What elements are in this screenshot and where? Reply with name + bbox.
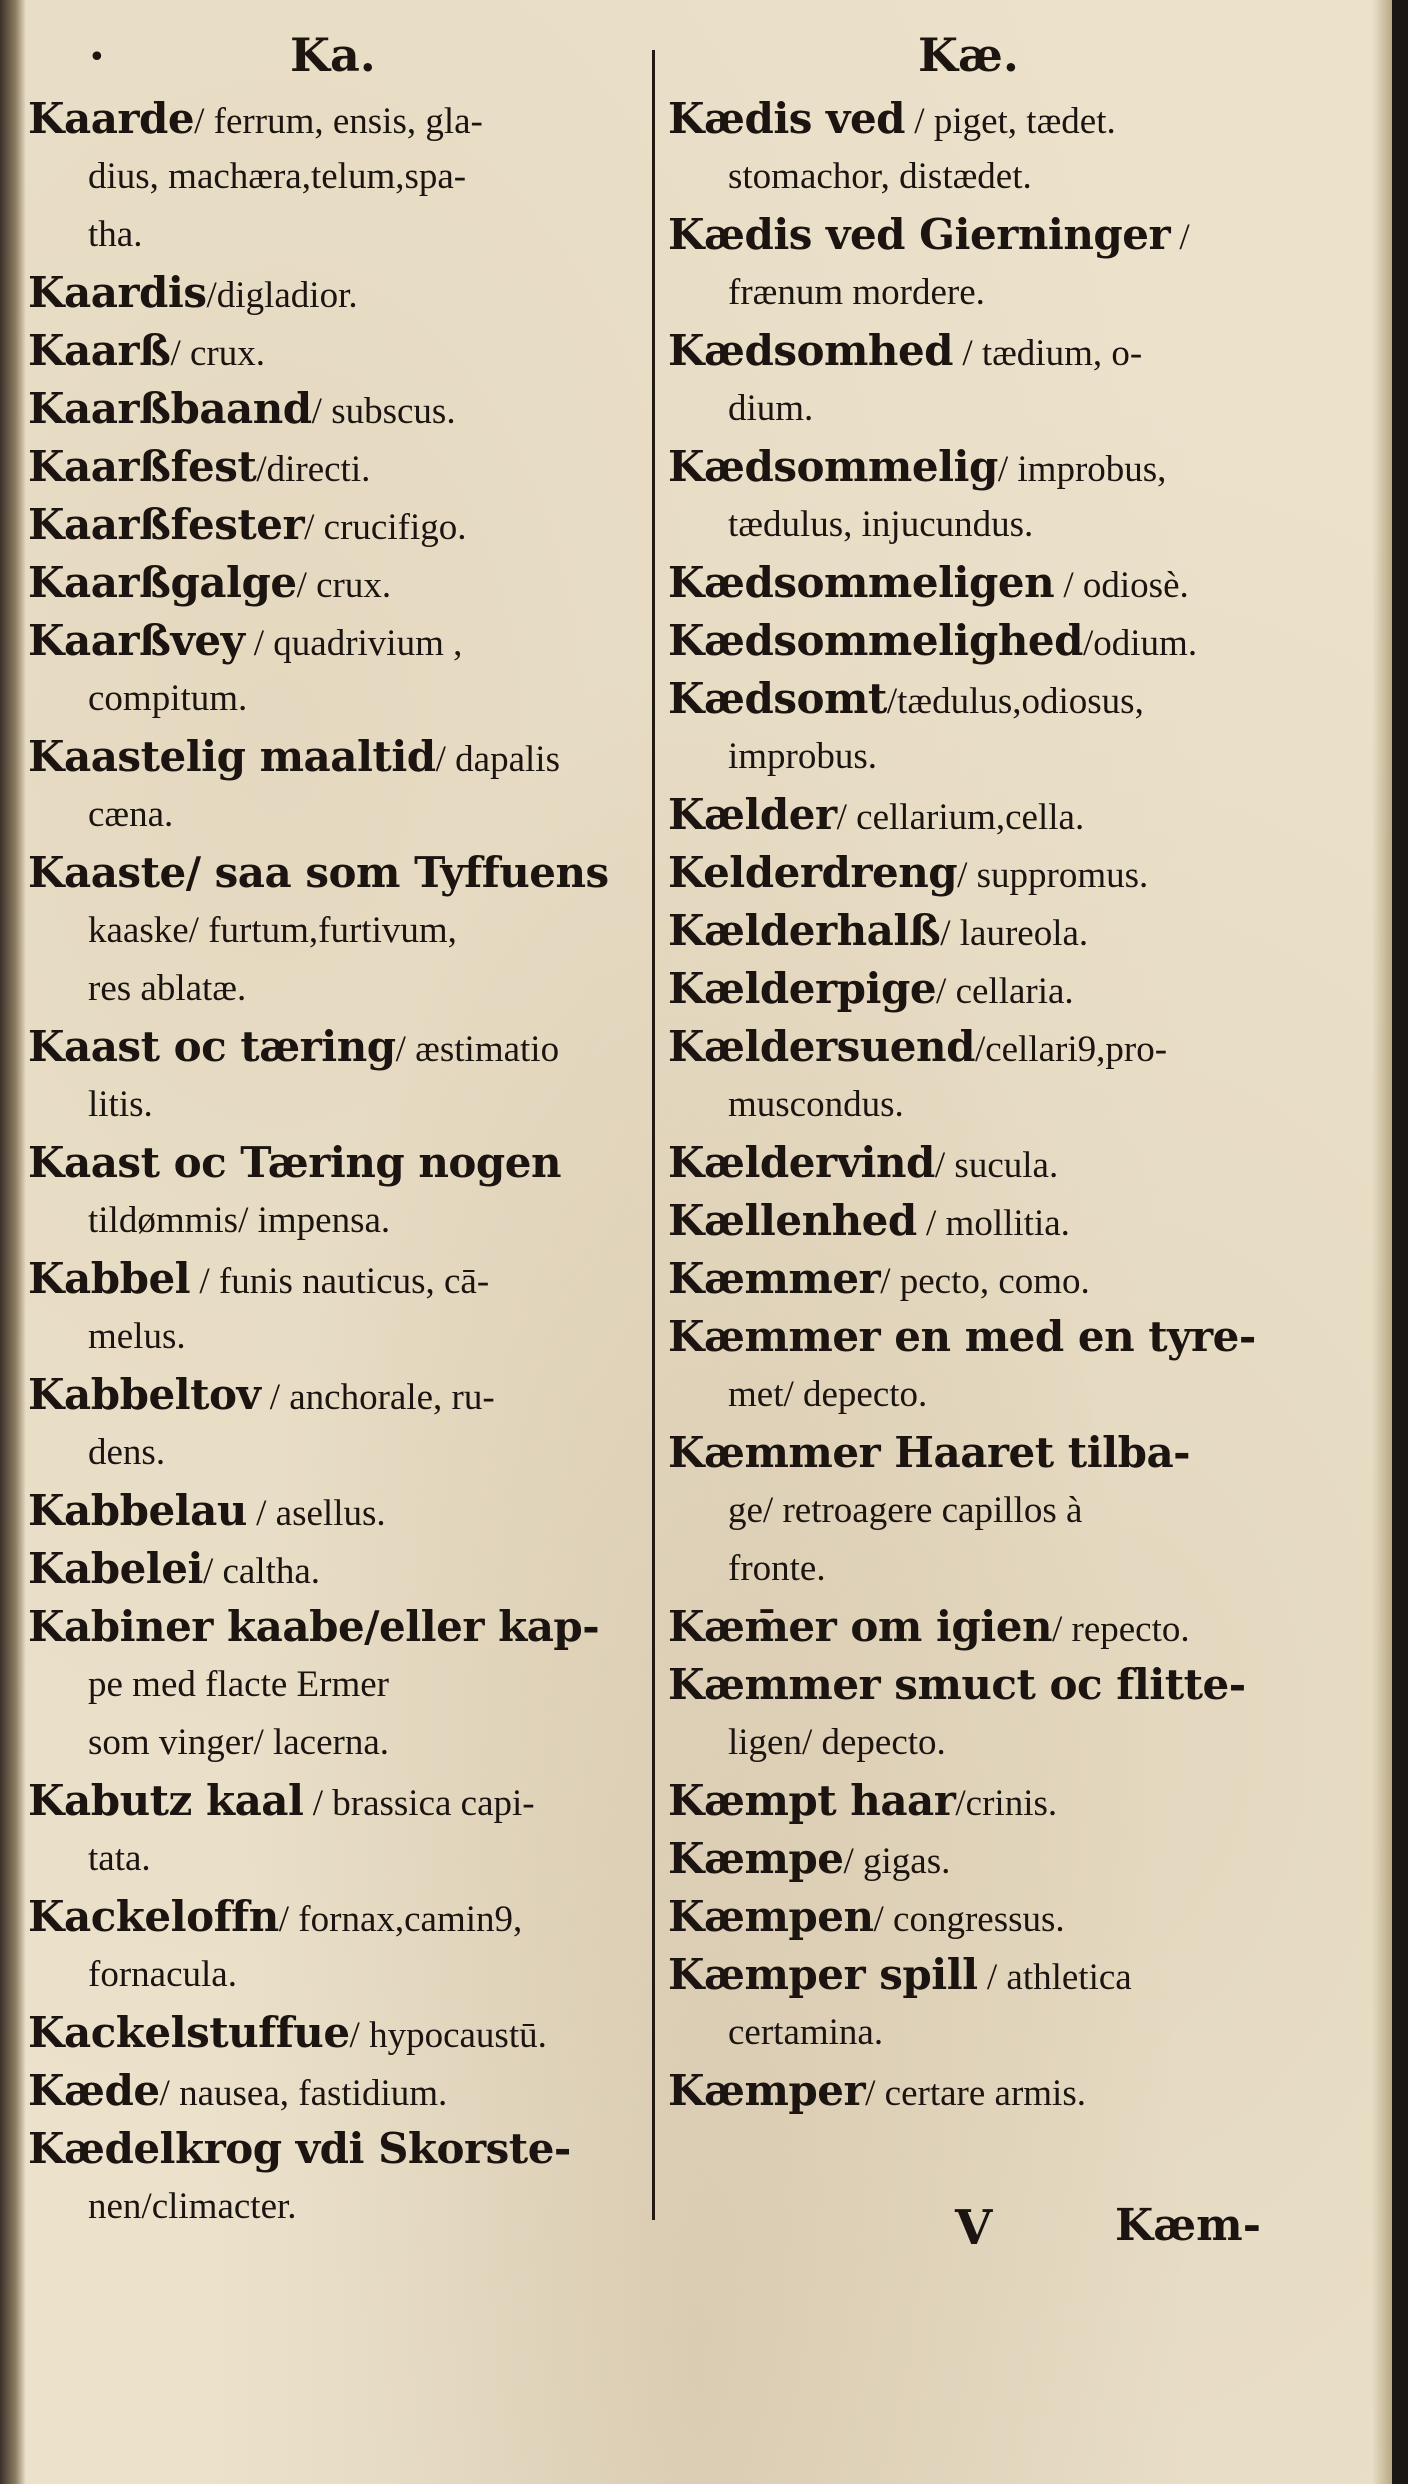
headword: Kaastelig maaltid (28, 732, 436, 781)
entry-line (28, 2120, 638, 2178)
entry-line (28, 1598, 638, 1656)
entry-line (28, 2062, 638, 2120)
entry-line (668, 1888, 1283, 1946)
signature-mark: V (955, 2200, 993, 2256)
entry-line (28, 438, 638, 496)
dictionary-entry (28, 322, 638, 380)
latin-gloss: / nausea, fastidium. (159, 2073, 448, 2114)
headword: Kaardis (28, 268, 207, 317)
entry-continuation: dius, machæra,telum,spa- (88, 156, 467, 197)
dictionary-entry (28, 90, 638, 264)
entry-continuation: certamina. (728, 2012, 884, 2053)
entry-line (28, 844, 638, 902)
latin-gloss: / certare armis. (865, 2073, 1086, 2114)
latin-gloss: / suppromus. (957, 855, 1149, 896)
entry-line (668, 1424, 1283, 1482)
latin-gloss: / improbus, (997, 449, 1167, 490)
latin-gloss: / cellaria. (936, 971, 1074, 1012)
entry-line (668, 1598, 1283, 1656)
column-rule (652, 50, 655, 2220)
latin-gloss: / athletica (977, 1957, 1132, 1998)
latin-gloss: /tædulus,odiosus, (886, 681, 1144, 722)
entry-continuation: frænum mordere. (728, 272, 985, 313)
entry-continuation: tata. (88, 1838, 151, 1879)
latin-gloss: / æstimatio (395, 1029, 560, 1070)
entry-line (668, 960, 1283, 1018)
dictionary-entry (668, 1830, 1283, 1888)
dictionary-entry (28, 612, 638, 728)
dictionary-entry (28, 1134, 638, 1250)
dictionary-entry (668, 1772, 1283, 1830)
headword: Kæmmer smuct oc flitte- (668, 1660, 1246, 1709)
entry-line (668, 1192, 1283, 1250)
entry-line (28, 90, 638, 148)
dictionary-entry (668, 90, 1283, 206)
headword: Kaaste/ saa som Tyffuens (28, 848, 609, 897)
entry-line (28, 554, 638, 612)
entry-continuation: litis. (88, 1084, 153, 1125)
entry-continuation: melus. (88, 1316, 186, 1357)
entry-continuation: dens. (88, 1432, 166, 1473)
headword: Kædelkrog vdi Skorste- (28, 2124, 571, 2173)
latin-gloss: / anchorale, ru- (260, 1377, 495, 1418)
dictionary-entry (668, 1888, 1283, 1946)
entry-line (668, 844, 1283, 902)
dictionary-entry (28, 1772, 638, 1888)
entry-continuation: stomachor, distædet. (728, 156, 1032, 197)
entry-line (28, 1540, 638, 1598)
headword: Kælderpige (668, 964, 937, 1013)
latin-gloss: / repecto. (1051, 1609, 1190, 1650)
dictionary-entry (668, 1018, 1283, 1134)
entry-line (28, 1772, 638, 1830)
entry-line (668, 786, 1283, 844)
entry-line (668, 438, 1283, 496)
entry-line (668, 1946, 1283, 2004)
headword: Kaarde (28, 94, 195, 143)
dictionary-entry (668, 438, 1283, 554)
headword: Kæmmer Haaret tilba- (668, 1428, 1191, 1477)
entry-line (28, 322, 638, 380)
entry-line (668, 206, 1283, 264)
entry-continuation: tædulus, injucundus. (728, 504, 1034, 545)
latin-gloss: / gigas. (843, 1841, 951, 1882)
headword: Kæmmer (668, 1254, 881, 1303)
headword: Kaast oc Tæring nogen (28, 1138, 562, 1187)
latin-gloss: / odiosè. (1054, 565, 1189, 606)
headword: Kæmpen (668, 1892, 874, 1941)
latin-gloss: / pecto, como. (880, 1261, 1090, 1302)
entry-line (668, 1250, 1283, 1308)
headword: Kædsommelig (668, 442, 998, 491)
dictionary-entry (668, 322, 1283, 438)
entry-continuation: nen/climacter. (88, 2186, 297, 2227)
entry-continuation: fornacula. (88, 1954, 237, 1995)
entry-continuation: improbus. (728, 736, 878, 777)
entry-line (668, 1134, 1283, 1192)
entry-continuation: tildømmis/ impensa. (88, 1200, 391, 1241)
dictionary-entry (28, 380, 638, 438)
headword: Kædsommeligen (668, 558, 1055, 607)
dictionary-entry (668, 612, 1283, 670)
dictionary-entry (668, 1424, 1283, 1598)
dictionary-entry (28, 2120, 638, 2236)
headword: Kabbel (28, 1254, 191, 1303)
entry-continuation: cæna. (88, 794, 174, 835)
entry-line (28, 1134, 638, 1192)
headword: Kædsomhed (668, 326, 954, 375)
headword: Kackelstuffue (28, 2008, 350, 2057)
headword: Kællenhed (668, 1196, 917, 1245)
dictionary-entry (28, 728, 638, 844)
entry-line (28, 380, 638, 438)
headword: Kædis ved Gierninger (668, 210, 1171, 259)
entry-line (28, 1250, 638, 1308)
latin-gloss: / quadrivium , (244, 623, 463, 664)
latin-gloss: /cellari9,pro- (974, 1029, 1168, 1070)
headword: Kædsommelighed (668, 616, 1083, 665)
latin-gloss: / caltha. (202, 1551, 321, 1592)
headword: Kaarßfester (28, 500, 305, 549)
entry-line (28, 1366, 638, 1424)
latin-gloss: / brassica capi- (303, 1783, 535, 1824)
dictionary-entry (668, 902, 1283, 960)
dictionary-entry (28, 496, 638, 554)
entry-line (668, 902, 1283, 960)
entry-line (668, 322, 1283, 380)
latin-gloss: / crux. (296, 565, 392, 606)
entry-line (668, 1772, 1283, 1830)
entry-line (28, 728, 638, 786)
headword: Kabbelau (28, 1486, 247, 1535)
latin-gloss: /directi. (256, 449, 371, 490)
dictionary-entry (28, 2004, 638, 2062)
entry-continuation: fronte. (728, 1548, 826, 1589)
latin-gloss: / cellarium,cella. (836, 797, 1085, 838)
entry-continuation: tha. (88, 214, 143, 255)
headword: Kabutz kaal (28, 1776, 304, 1825)
running-head-mark: • (88, 40, 106, 75)
entry-line (28, 496, 638, 554)
dictionary-entry (668, 206, 1283, 322)
headword: Kælderhalß (668, 906, 941, 955)
entry-line (668, 90, 1283, 148)
dictionary-entry (28, 2062, 638, 2120)
latin-gloss: / crucifigo. (304, 507, 467, 548)
latin-gloss: / sucula. (934, 1145, 1059, 1186)
headword: Kæmper (668, 2066, 866, 2115)
latin-gloss: / ferrum, ensis, gla- (194, 101, 483, 142)
entry-continuation: som vinger/ lacerna. (88, 1722, 390, 1763)
headword: Kæmpe (668, 1834, 844, 1883)
latin-gloss: / tædium, o- (953, 333, 1143, 374)
dictionary-entry (28, 844, 638, 1018)
latin-gloss: / funis nauticus, cā- (190, 1261, 490, 1302)
running-head-right: Kæ. (918, 28, 1019, 82)
latin-gloss: / piget, tædet. (905, 101, 1116, 142)
entry-line (668, 1018, 1283, 1076)
headword: Kædis ved (668, 94, 906, 143)
dictionary-entry (668, 1250, 1283, 1308)
headword: Kæmmer en med en tyre- (668, 1312, 1256, 1361)
entry-line (668, 1656, 1283, 1714)
entry-line (668, 670, 1283, 728)
entry-continuation: compitum. (88, 678, 248, 719)
right-column (668, 0, 1283, 2300)
headword: Kældersuend (668, 1022, 975, 1071)
latin-gloss: / laureola. (940, 913, 1089, 954)
latin-gloss: / asellus. (246, 1493, 386, 1534)
entry-continuation: pe med flacte Ermer (88, 1664, 389, 1705)
entry-continuation: muscondus. (728, 1084, 904, 1125)
headword: Kædsomt (668, 674, 887, 723)
dictionary-entry (668, 844, 1283, 902)
dictionary-entry (668, 2062, 1283, 2120)
headword: Kaarßgalge (28, 558, 297, 607)
headword: Kelderdreng (668, 848, 958, 897)
entry-continuation: ge/ retroagere capillos à (728, 1490, 1083, 1531)
headword: Kaarß (28, 326, 171, 375)
dictionary-entry (28, 1482, 638, 1540)
dictionary-entry (668, 670, 1283, 786)
dictionary-entry (668, 1946, 1283, 2062)
headword: Kaarßfest (28, 442, 257, 491)
dictionary-entry (28, 438, 638, 496)
dictionary-entry (668, 554, 1283, 612)
entry-line (668, 554, 1283, 612)
dictionary-entry (28, 1598, 638, 1772)
dictionary-entry (28, 1540, 638, 1598)
headword: Kælder (668, 790, 837, 839)
headword: Kældervind (668, 1138, 935, 1187)
dictionary-entry (668, 1192, 1283, 1250)
headword: Kaast oc tæring (28, 1022, 396, 1071)
headword: Kabiner kaabe/eller kap- (28, 1602, 600, 1651)
entry-continuation: met/ depecto. (728, 1374, 928, 1415)
headword: Kabelei (28, 1544, 203, 1593)
dictionary-entry (28, 264, 638, 322)
dictionary-entry (668, 960, 1283, 1018)
dictionary-entry (668, 786, 1283, 844)
entry-line (28, 1888, 638, 1946)
headword: Kæm̄er om igien (668, 1602, 1052, 1651)
latin-gloss: / hypocaustū. (349, 2015, 547, 2056)
dictionary-entry (668, 1134, 1283, 1192)
headword: Kabbeltov (28, 1370, 261, 1419)
dictionary-entry (28, 1250, 638, 1366)
dictionary-entry (28, 1018, 638, 1134)
latin-gloss: / subscus. (311, 391, 456, 432)
page-gutter-shadow (0, 0, 26, 2484)
entry-continuation: kaaske/ furtum,furtivum, (88, 910, 457, 951)
entry-line (668, 1830, 1283, 1888)
left-column (28, 0, 638, 2300)
latin-gloss: / congressus. (873, 1899, 1065, 1940)
entry-line (668, 612, 1283, 670)
latin-gloss: /odium. (1083, 623, 1198, 664)
dictionary-entry (668, 1656, 1283, 1772)
entry-continuation: res ablatæ. (88, 968, 247, 1009)
dictionary-entry (28, 1888, 638, 2004)
dictionary-entry (668, 1308, 1283, 1424)
dictionary-entry (28, 554, 638, 612)
latin-gloss: /crinis. (955, 1783, 1058, 1824)
page-edge (1372, 0, 1392, 2484)
running-head-left: Ka. (290, 28, 376, 82)
headword: Kackeloffn (28, 1892, 279, 1941)
entry-continuation: ligen/ depecto. (728, 1722, 946, 1763)
latin-gloss: /digladior. (206, 275, 358, 316)
entry-line (668, 2062, 1283, 2120)
entry-line (28, 1482, 638, 1540)
entry-line (28, 2004, 638, 2062)
headword: Kaarßvey (28, 616, 245, 665)
entry-line (28, 264, 638, 322)
entry-line (668, 1308, 1283, 1366)
latin-gloss: / fornax,camin9, (278, 1899, 523, 1940)
dictionary-entry (668, 1598, 1283, 1656)
catchword: Kæm- (1115, 2200, 1261, 2251)
headword: Kaarßbaand (28, 384, 312, 433)
latin-gloss: / (1170, 217, 1190, 258)
latin-gloss: / dapalis (435, 739, 560, 780)
entry-line (28, 1018, 638, 1076)
headword: Kæmper spill (668, 1950, 978, 1999)
entry-continuation: dium. (728, 388, 814, 429)
headword: Kæmpt haar (668, 1776, 956, 1825)
headword: Kæde (28, 2066, 160, 2115)
entry-line (28, 612, 638, 670)
latin-gloss: / mollitia. (916, 1203, 1070, 1244)
latin-gloss: / crux. (170, 333, 266, 374)
dictionary-entry (28, 1366, 638, 1482)
